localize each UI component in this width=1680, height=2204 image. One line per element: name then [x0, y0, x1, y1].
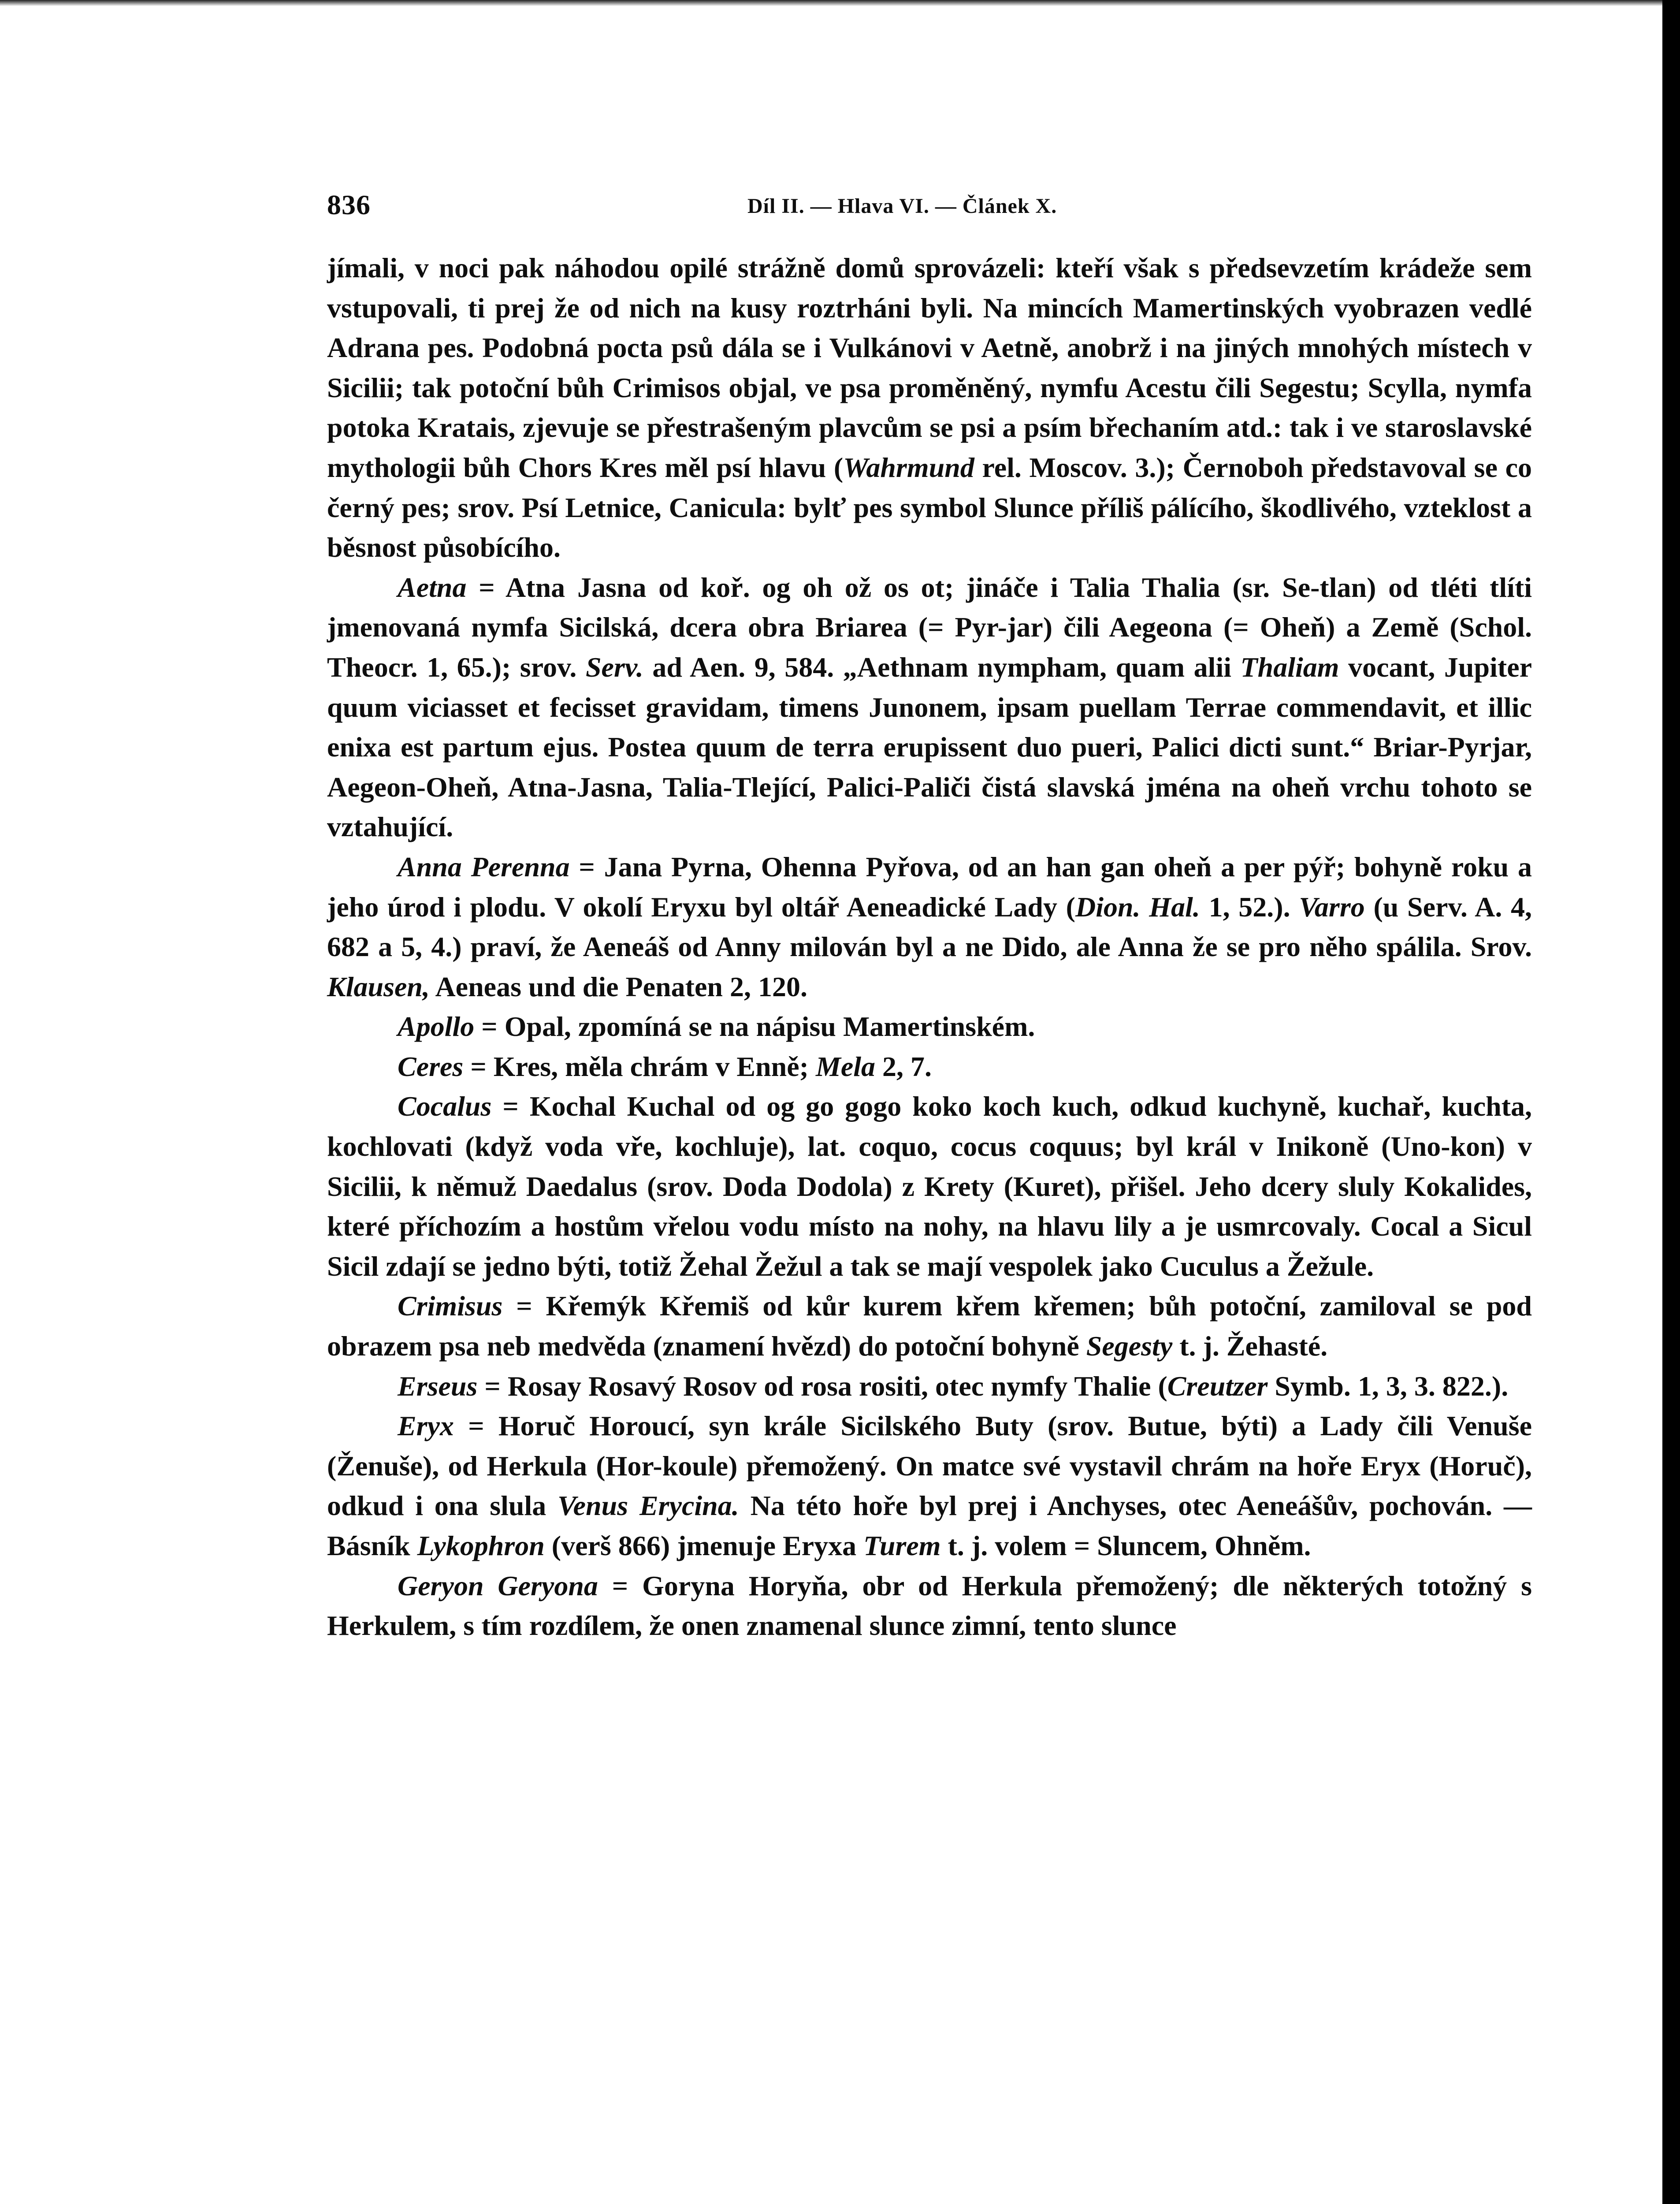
- page-header: [327, 185, 1532, 227]
- paragraph-anna-perenna: Anna Perenna = Jana Pyrna, Ohenna Pyřova, od an han gan oheň a per pýř; bohyně roku a jeho úrod i plodu. V okolí Eryxu byl oltář Aeneadické Lady (Dion. Hal. 1, 52.). Varro (u Serv. A. 4, 682 a 5, 4.) praví, že Aeneáš od Anny milován byl a ne Dido, ale Anna že se pro něho spálila. Srov. Klausen, Aeneas und die Penaten 2, 120.: [327, 851, 1532, 1002]
- paragraph-ceres: Ceres = Kres, měla chrám v Enně; Mela 2, 7.: [398, 1050, 932, 1082]
- paragraph-aetna: Aetna = Atna Jasna od koř. og oh ož os ot; jináče i Talia Thalia (sr. Se-tlan) od tléti tlíti jmenovaná nymfa Sicilská, dcera obra Briarea (= Pyr-jar) čili Aegeona (= Oheň) a Země (Schol. Theocr. 1, 65.); srov. Serv. ad Aen. 9, 584. „Aethnam nympham, quam alii Thaliam vocant, Jupiter quum viciasset et fecisset gravidam, timens Junonem, ipsam puellam Terrae commendavit, et illic enixa est partum ejus. Postea quum de terra erupissent duo pueri, Palici dicti sunt.“ Briar-Pyrjar, Aegeon-Oheň, Atna-Jasna, Talia-Tlející, Palici-Paliči čistá slavská jména na oheň vrchu tohoto se vztahující.: [327, 571, 1532, 843]
- paragraph-erseus: Erseus = Rosay Rosavý Rosov od rosa rositi, otec nymfy Thalie (Creutzer Symb. 1, 3, 3. 822.).: [398, 1370, 1509, 1402]
- paragraph-eryx: Eryx = Horuč Horoucí, syn krále Sicilského Buty (srov. Butue, býti) a Lady čili Venuše (Ženuše), od Herkula (Hor-koule) přemožený. On matce své vystavil chrám na hoře Eryx (Horuč), odkud i ona slula Venus Erycina. Na této hoře byl prej i Anchyses, otec Aeneášův, pochován. — Básník Lykophron (verš 866) jmenuje Eryxa Turem t. j. volem = Sluncem, Ohněm.: [327, 1410, 1532, 1561]
- body-text: [327, 248, 1532, 1646]
- book-page: [327, 185, 1532, 1646]
- paragraph-apollo: Apollo = Opal, zpomíná se na nápisu Mamertinském.: [398, 1011, 1035, 1042]
- scan-top-edge: [0, 0, 1680, 6]
- running-head: Díl II. — Hlava VI. — Článek X.: [747, 194, 1057, 218]
- paragraph-crimisus: Crimisus = Křemýk Křemiš od kůr kurem křem křemen; bůh potoční, zamiloval se pod obrazem psa neb medvěda (znamení hvězd) do potoční bohyně Segesty t. j. Žehasté.: [327, 1290, 1532, 1362]
- paragraph-cocalus: Cocalus = Kochal Kuchal od og go gogo koko koch kuch, odkud kuchyně, kuchař, kuchta, kochlovati (když voda vře, kochluje), lat. coquo, cocus coquus; byl král v Inikoně (Uno-kon) v Sicilii, k němuž Daedalus (srov. Doda Dodola) z Krety (Kuret), přišel. Jeho dcery sluly Kokalides, které příchozím a hostům vřelou vodu místo na nohy, na hlavu lily a je usmrcovaly. Cocal a Sicul Sicil zdají se jedno býti, totiž Žehal Žežul a tak se mají vespolek jako Cuculus a Žežule.: [327, 1091, 1532, 1282]
- page-number: 836: [327, 189, 371, 220]
- paragraph-geryon: Geryon Geryona = Goryna Horyňa, obr od Herkula přemožený; dle některých totožný s Herkulem, s tím rozdílem, že onen znamenal slunce zimní, tento slunce: [327, 1570, 1532, 1642]
- scan-right-edge: [1662, 0, 1680, 2204]
- paragraph-dogs-cult: jímali, v noci pak náhodou opilé strážně domů sprovázeli: kteří však s předsevzetím krádeže sem vstupovali, ti prej že od nich na kusy roztrháni byli. Na mincích Mamertinských vyobrazen vedlé Adrana pes. Podobná pocta psů dála se i Vulkánovi v Aetně, anobrž i na jiných mnohých místech v Sicilii; tak potoční bůh Crimisos objal, ve psa proměněný, nymfu Acestu čili Segestu; Scylla, nymfa potoka Kratais, zjevuje se přestrašeným plavcům se psi a psím břechaním atd.: tak i ve staroslavské mythologii bůh Chors Kres měl psí hlavu (Wahrmund rel. Moscov. 3.); Černoboh představoval se co černý pes; srov. Psí Letnice, Canicula: bylť pes symbol Slunce příliš pálícího, škodlivého, vzteklost a běsnost působícího.: [327, 252, 1532, 563]
